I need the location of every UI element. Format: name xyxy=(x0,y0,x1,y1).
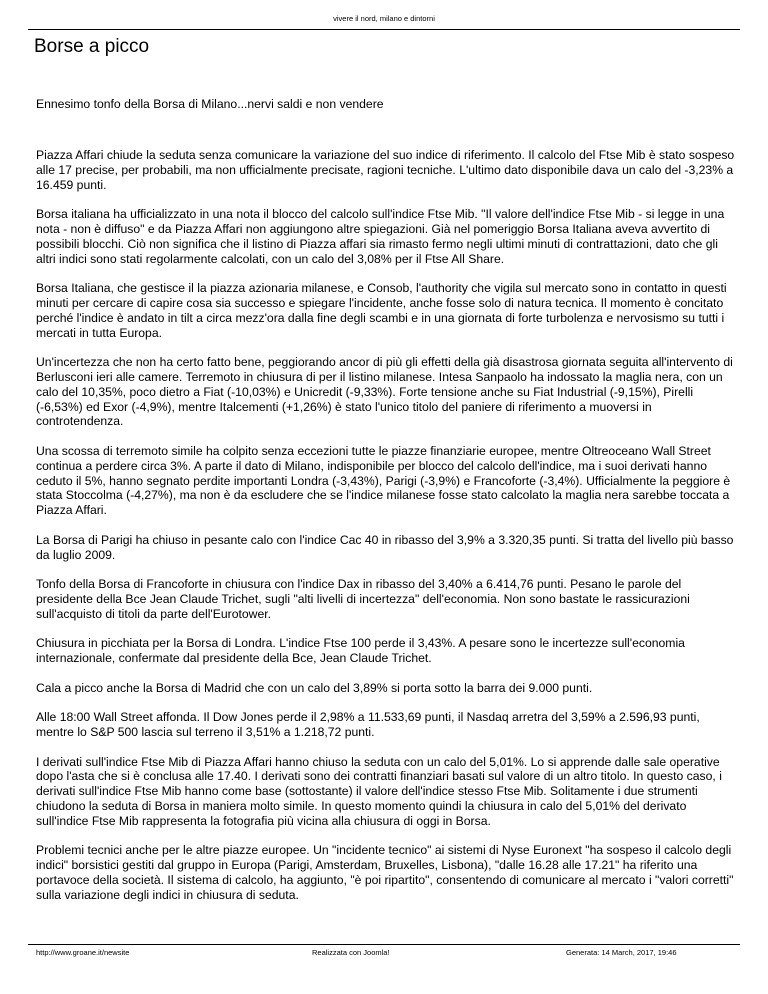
paragraph-11: I derivati sull'indice Ftse Mib di Piazza Affari hanno chiuso la seduta con un calo del 5,01%. Lo si apprende dalle sale operative dopo l'asta che si è conclusa alle 17.40. I derivati sono dei contratti finanziari basati sul valore di un altro titolo. In questo caso, i derivati sull'indice Ftse Mib hanno come base (sottostante) il valore dell'indice stesso Ftse Mib. Solitamente i due strumenti chiudono la seduta di Borsa in maniera molto simile. In questo momento quindi la chiusura in calo del 5,01% del derivato sull'indice Ftse Mib rappresenta la fotografia più vicina alla chiusura di oggi in Borsa. xyxy=(36,754,722,828)
paragraph-9: Cala a picco anche la Borsa di Madrid che con un calo del 3,89% si porta sotto la barra dei 9.000 punti. xyxy=(36,680,593,695)
article-body xyxy=(36,148,736,917)
footer-generated: Generata: 14 March, 2017, 19:46 xyxy=(566,948,677,957)
paragraph-2: Borsa italiana ha ufficializzato in una nota il blocco del calcolo sull'indice Ftse Mib. "Il valore dell'indice Ftse Mib - si legge in una nota - non è diffuso" e da Piazza Affari non aggiungono altre spiegazioni. Già nel pomeriggio Borsa Italiana aveva avvertito di possibili blocchi. Ciò non significa che il listino di Piazza affari sia rimasto fermo negli ultimi minuti di contrattazioni, dato che gli altri indici sono stati regolarmente calcolati, con un calo del 3,08% per il Ftse All Share. xyxy=(36,207,725,266)
paragraph-7: Tonfo della Borsa di Francoforte in chiusura con l'indice Dax in ribasso del 3,40% a 6.414,76 punti. Pesano le parole del presidente della Bce Jean Claude Trichet, sugli "alti livelli di incertezza" dell'economia. Non sono bastate le rassicurazioni sull'acquisto di titoli da parte dell'Eurotower. xyxy=(36,577,690,621)
paragraph-12: Problemi tecnici anche per le altre piazze europee. Un "incidente tecnico" ai sistemi di Nyse Euronext "ha sospeso il calcolo degli indici" borsistici gestiti dal gruppo in Europa (Parigi, Amsterdam, Bruxelles, Lisbona), "dalle 16.28 alle 17.21" ha riferito una portavoce della società. Il sistema di calcolo, ha aggiunto, "è poi ripartito", consentendo di comunicare al mercato i "valori corretti" sulla variazione degli indici in chiusura di seduta. xyxy=(36,843,734,902)
footer-made-with: Realizzata con Joomla! xyxy=(312,948,390,957)
header-divider xyxy=(28,29,740,30)
paragraph-6: La Borsa di Parigi ha chiuso in pesante calo con l'indice Cac 40 in ribasso del 3,9% a 3.320,35 punti. Si tratta del livello più basso da luglio 2009. xyxy=(36,532,734,562)
paragraph-10: Alle 18:00 Wall Street affonda. Il Dow Jones perde il 2,98% a 11.533,69 punti, il Nasdaq arretra del 3,59% a 2.596,93 punti, mentre lo S&P 500 lascia sul terreno il 3,51% a 1.218,72 punti. xyxy=(36,710,700,740)
footer-url: http://www.groane.it/newsite xyxy=(36,948,130,957)
article-subtitle: Ennesimo tonfo della Borsa di Milano...nervi saldi e non vendere xyxy=(36,97,384,111)
site-note: vivere il nord, milano e dintorni xyxy=(333,14,435,23)
paragraph-1: Piazza Affari chiude la seduta senza comunicare la variazione del suo indice di riferimento. Il calcolo del Ftse Mib è stato sospeso alle 17 precise, per probabili, ma non ufficialmente precisate, ragioni tecniche. L'ultimo dato disponibile dava un calo del -3,23% a 16.459 punti. xyxy=(36,148,735,192)
paragraph-8: Chiusura in picchiata per la Borsa di Londra. L'indice Ftse 100 perde il 3,43%. A pesare sono le incertezze sull'economia internazionale, confermate dal presidente della Bce, Jean Claude Trichet. xyxy=(36,636,685,666)
article-title: Borse a picco xyxy=(34,36,150,57)
paragraph-3: Borsa Italiana, che gestisce il la piazza azionaria milanese, e Consob, l'authority che vigila sul mercato sono in contatto in questi minuti per cercare di capire cosa sia successo e spiegare l'incidente, anche fosse solo di natura tecnica. Il momento è concitato perché l'indice è andato in tilt a circa mezz'ora dalla fine degli scambi e in una giornata di forte turbolenza e nervosismo su tutti i mercati in tutta Europa. xyxy=(36,281,727,340)
paragraph-4: Un'incertezza che non ha certo fatto bene, peggiorando ancor di più gli effetti della già disastrosa giornata seguita all'intervento di Berlusconi ieri alle camere. Terremoto in chiusura di per il listino milanese. Intesa Sanpaolo ha indossato la maglia nera, con un calo del 10,35%, poco dietro a Fiat (-10,03%) e Unicredit (-9,33%). Forte tensione anche su Fiat Industrial (-9,15%), Pirelli (-6,53%) ed Exor (-4,9%), mentre Italcementi (+1,26%) è stato l'unico titolo del paniere di riferimento a muoversi in controtendenza. xyxy=(36,355,733,429)
footer-divider xyxy=(28,944,740,945)
paragraph-5: Una scossa di terremoto simile ha colpito senza eccezioni tutte le piazze finanziarie europee, mentre Oltreoceano Wall Street continua a perdere circa 3%. A parte il dato di Milano, indisponibile per blocco del calcolo dell'indice, ma i suoi derivati hanno ceduto il 5%, hanno segnato perdite importanti Londra (-3,43%), Parigi (-3,9%) e Francoforte (-3,4%). Ufficialmente la peggiore è stata Stoccolma (-4,27%), ma non è da escludere che se l'indice milanese fosse stato calcolato la maglia nera sarebbe toccata a Piazza Affari. xyxy=(36,443,731,518)
